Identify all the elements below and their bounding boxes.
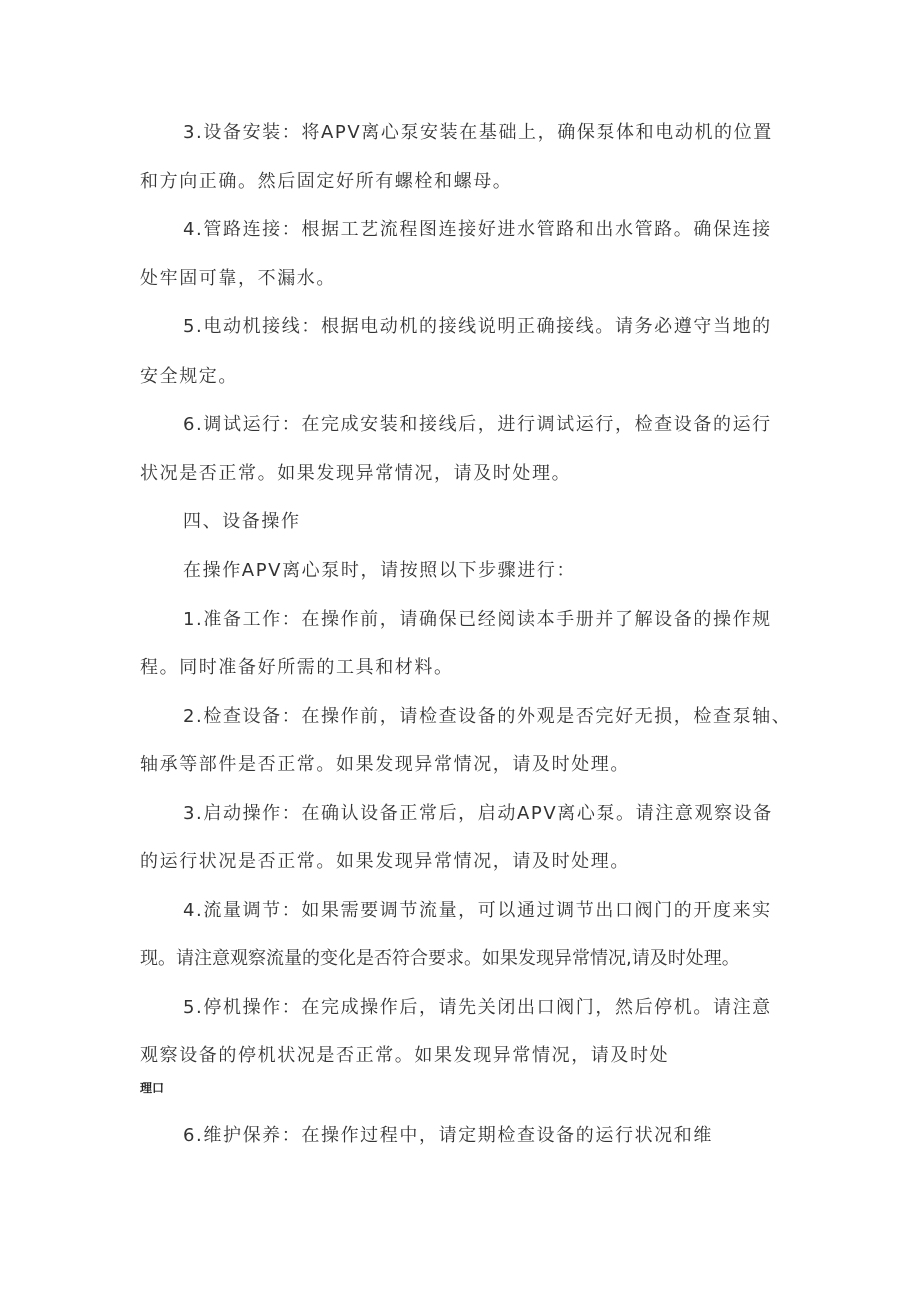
paragraph-line: 现。请注意观察流量的变化是否符合要求。如果发现异常情况,请及时处理。	[140, 948, 740, 969]
paragraph-line: 处牢固可靠，不漏水。	[140, 268, 336, 289]
paragraph-line: 程。同时准备好所需的工具和材料。	[140, 657, 454, 678]
paragraph-line: 6.调试运行：在完成安装和接线后，进行调试运行，检查设备的运行	[183, 414, 772, 435]
paragraph-line: 和方向正确。然后固定好所有螺栓和螺母。	[140, 171, 513, 192]
paragraph-line: 4.流量调节：如果需要调节流量，可以通过调节出口阀门的开度来实	[183, 900, 772, 921]
paragraph-line: 观察设备的停机状况是否正常。如果发现异常情况，请及时处	[140, 1045, 670, 1066]
paragraph-line: 4.管路连接：根据工艺流程图连接好进水管路和出水管路。确保连接	[183, 219, 772, 240]
paragraph-line: 6.维护保养：在操作过程中，请定期检查设备的运行状况和维	[183, 1125, 713, 1146]
paragraph-line: 状况是否正常。如果发现异常情况，请及时处理。	[140, 463, 572, 484]
paragraph-line: 2.检查设备：在操作前，请检查设备的外观是否完好无损，检查泵轴、	[183, 706, 792, 727]
paragraph-line: 3.启动操作：在确认设备正常后，启动APV离心泵。请注意观察设备	[183, 803, 773, 824]
paragraph-line: 的运行状况是否正常。如果发现异常情况，请及时处理。	[140, 851, 630, 872]
paragraph-line: 在操作APV离心泵时，请按照以下步骤进行：	[183, 560, 577, 581]
paragraph-fragment: 理口	[140, 1081, 165, 1095]
paragraph-line: 3.设备安装：将APV离心泵安装在基础上，确保泵体和电动机的位置	[183, 122, 773, 143]
paragraph-line: 5.停机操作：在完成操作后，请先关闭出口阀门，然后停机。请注意	[183, 997, 772, 1018]
paragraph-line: 5.电动机接线：根据电动机的接线说明正确接线。请务必遵守当地的	[183, 316, 772, 337]
paragraph-line: 轴承等部件是否正常。如果发现异常情况，请及时处理。	[140, 754, 630, 775]
section-heading: 四、设备操作	[183, 511, 301, 532]
paragraph-line: 1.准备工作：在操作前，请确保已经阅读本手册并了解设备的操作规	[183, 609, 772, 630]
paragraph-line: 安全规定。	[140, 366, 238, 387]
